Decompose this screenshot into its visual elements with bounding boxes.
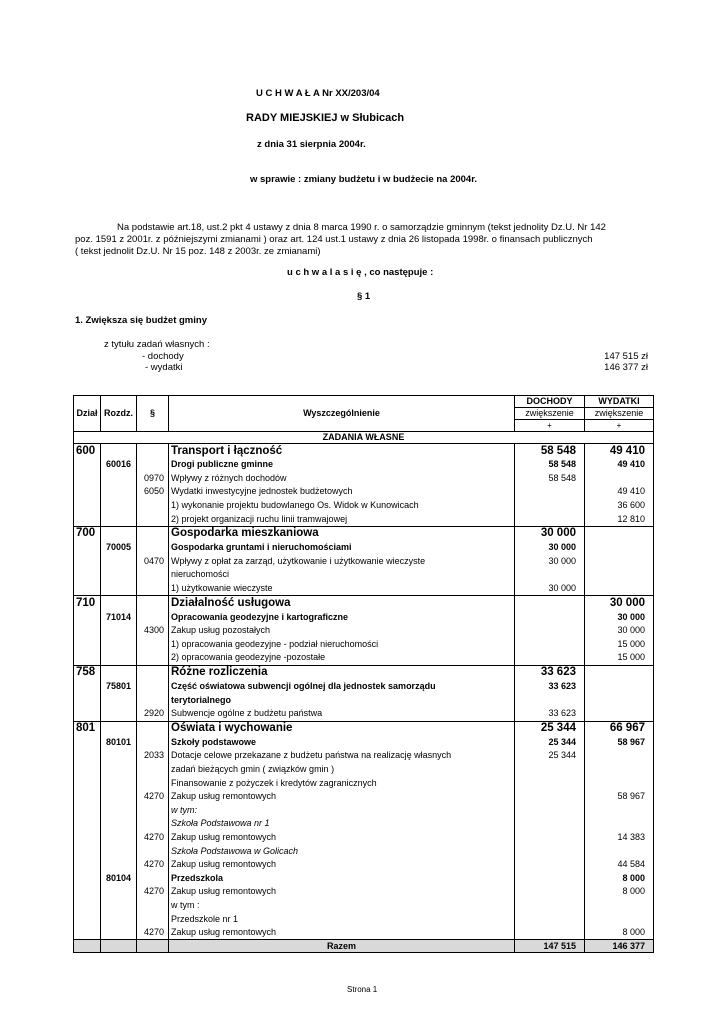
cell-dochody [515, 899, 585, 913]
cell-paragraph: 4270 [137, 831, 169, 845]
cell-paragraph [137, 721, 169, 736]
cell-dzial [74, 899, 101, 913]
table-row [74, 444, 654, 459]
col-header-paragraph: § [137, 396, 169, 432]
cell-rozdz [101, 858, 137, 872]
cell-wydatki: 58 967 [585, 736, 654, 750]
cell-dochody: 58 548 [515, 472, 585, 486]
cell-rozdz [101, 790, 137, 804]
cell-paragraph [137, 499, 169, 513]
cell-dochody [515, 651, 585, 665]
cell-dochody [515, 831, 585, 845]
cell-dzial [74, 858, 101, 872]
cell-paragraph: 6050 [137, 485, 169, 499]
cell-rozdz [101, 568, 137, 582]
cell-dochody [515, 885, 585, 899]
col-header-dochody: DOCHODY [515, 396, 585, 408]
col-header-rozdz: Rozdz. [101, 396, 137, 432]
point-1: 1. Zwiększa się budżet gminy [75, 315, 207, 326]
cell-dochody [515, 610, 585, 624]
cell-dzial [74, 624, 101, 638]
paragraph-mark: § 1 [357, 291, 371, 302]
cell-dochody [515, 858, 585, 872]
cell-wydatki: 8 000 [585, 926, 654, 940]
table-row [74, 665, 654, 680]
cell-dochody: 33 623 [515, 665, 585, 680]
cell-description: 2) opracowania geodezyjne -pozostałe [169, 651, 515, 665]
cell-wydatki: 49 410 [585, 444, 654, 459]
cell-dochody: 33 623 [515, 680, 585, 694]
cell-description: w tym : [169, 899, 515, 913]
cell-dochody: 58 548 [515, 444, 585, 459]
preamble-line-1: Na podstawie art.18, ust.2 pkt 4 ustawy z dnia 8 marca 1990 r. o samorządzie gminnym (tekst jednolity Dz.U. Nr 142 [117, 222, 606, 233]
cell-wydatki: 14 383 [585, 831, 654, 845]
preamble-line-2: poz. 1591 z 2001r. z późniejszymi zmianami ) oraz art. 124 ust.1 ustawy z dnia 26 listopada 1998r. o finansach publicznych [75, 234, 593, 245]
cell-wydatki [585, 526, 654, 541]
table-row [74, 817, 654, 831]
cell-paragraph [137, 871, 169, 885]
cell-dochody [515, 624, 585, 638]
cell-dochody [515, 763, 585, 777]
cell-dzial [74, 707, 101, 721]
summary-expense-value: 146 377 zł [604, 362, 648, 373]
cell-paragraph [137, 444, 169, 459]
cell-dochody [515, 790, 585, 804]
cell-description: Gospodarka mieszkaniowa [169, 526, 515, 541]
cell-rozdz [101, 596, 137, 611]
table-row [74, 568, 654, 582]
section-heading: ZADANIA WŁASNE [74, 432, 654, 444]
table-row [74, 763, 654, 777]
cell-dzial: 710 [74, 596, 101, 611]
cell-dzial [74, 926, 101, 940]
cell-rozdz [101, 912, 137, 926]
cell-rozdz [101, 763, 137, 777]
cell-dzial: 700 [74, 526, 101, 541]
cell-wydatki [585, 680, 654, 694]
cell-paragraph: 2033 [137, 749, 169, 763]
total-row [74, 940, 654, 953]
cell-dochody: 30 000 [515, 555, 585, 569]
cell-description: zadań bieżących gmin ( związków gmin ) [169, 763, 515, 777]
cell-rozdz: 71014 [101, 610, 137, 624]
cell-wydatki [585, 817, 654, 831]
cell-dzial [74, 803, 101, 817]
cell-description: 1) wykonanie projektu budowlanego Os. Widok w Kunowicach [169, 499, 515, 513]
cell-dzial [74, 693, 101, 707]
total-wydatki: 146 377 [585, 940, 654, 953]
cell-rozdz: 80101 [101, 736, 137, 750]
cell-rozdz [101, 444, 137, 459]
cell-dzial [74, 485, 101, 499]
cell-paragraph [137, 651, 169, 665]
cell-wydatki: 8 000 [585, 871, 654, 885]
table-row [74, 871, 654, 885]
cell-dochody [515, 844, 585, 858]
total-label: Razem [169, 940, 515, 953]
cell-description: Zakup usług pozostałych [169, 624, 515, 638]
col-plus-dochody: + [515, 420, 585, 432]
table-row [74, 680, 654, 694]
cell-description: Zakup usług remontowych [169, 885, 515, 899]
cell-dzial [74, 776, 101, 790]
cell-wydatki [585, 844, 654, 858]
cell-dochody [515, 638, 585, 652]
cell-wydatki: 15 000 [585, 651, 654, 665]
cell-dochody [515, 817, 585, 831]
cell-dochody [515, 568, 585, 582]
table-row [74, 844, 654, 858]
budget-table [73, 395, 654, 953]
cell-paragraph [137, 817, 169, 831]
table-row [74, 541, 654, 555]
summary-expense-label: - wydatki [145, 362, 183, 373]
cell-dzial [74, 651, 101, 665]
cell-wydatki: 12 810 [585, 512, 654, 526]
cell-rozdz [101, 803, 137, 817]
cell-paragraph: 4270 [137, 885, 169, 899]
cell-paragraph: 4270 [137, 858, 169, 872]
cell-rozdz [101, 472, 137, 486]
cell-dzial [74, 680, 101, 694]
cell-wydatki [585, 693, 654, 707]
cell-dochody [515, 776, 585, 790]
cell-dochody: 25 344 [515, 736, 585, 750]
col-header-wydatki: WYDATKI [585, 396, 654, 408]
col-subheader-wydatki: zwiększenie [585, 408, 654, 420]
table-row [74, 624, 654, 638]
cell-wydatki [585, 472, 654, 486]
table-row [74, 485, 654, 499]
cell-rozdz [101, 693, 137, 707]
cell-dzial [74, 555, 101, 569]
cell-dzial [74, 582, 101, 596]
cell-dzial [74, 568, 101, 582]
cell-description: Oświata i wychowanie [169, 721, 515, 736]
table-row [74, 472, 654, 486]
cell-paragraph [137, 763, 169, 777]
cell-rozdz: 60016 [101, 458, 137, 472]
cell-dzial [74, 512, 101, 526]
cell-dzial [74, 844, 101, 858]
cell-description: Różne rozliczenia [169, 665, 515, 680]
cell-wydatki [585, 749, 654, 763]
cell-paragraph [137, 541, 169, 555]
cell-dzial [74, 638, 101, 652]
table-row [74, 651, 654, 665]
cell-paragraph [137, 568, 169, 582]
resolves-heading: u c h w a l a s i ę , co następuje : [287, 267, 434, 278]
cell-rozdz [101, 555, 137, 569]
cell-dzial [74, 610, 101, 624]
resolution-subject: w sprawie : zmiany budżetu i w budżecie na 2004r. [250, 174, 478, 185]
table-row [74, 638, 654, 652]
cell-dochody [515, 596, 585, 611]
cell-description: Działalność usługowa [169, 596, 515, 611]
cell-dochody [515, 512, 585, 526]
cell-paragraph [137, 526, 169, 541]
cell-paragraph [137, 596, 169, 611]
table-row [74, 803, 654, 817]
cell-paragraph [137, 776, 169, 790]
cell-description: Subwencje ogólne z budżetu państwa [169, 707, 515, 721]
table-row [74, 721, 654, 736]
cell-description: terytorialnego [169, 693, 515, 707]
cell-dzial [74, 871, 101, 885]
cell-wydatki [585, 665, 654, 680]
cell-wydatki: 58 967 [585, 790, 654, 804]
col-header-description: Wyszczególnienie [169, 396, 515, 432]
cell-wydatki: 49 410 [585, 485, 654, 499]
council-name: RADY MIEJSKIEJ w Słubicach [246, 112, 405, 124]
cell-dzial [74, 912, 101, 926]
cell-description: Opracowania geodezyjne i kartograficzne [169, 610, 515, 624]
cell-dzial [74, 736, 101, 750]
table-row [74, 831, 654, 845]
table-row [74, 749, 654, 763]
cell-description: Przedszkola [169, 871, 515, 885]
resolution-title: U C H W A Ł A Nr XX/203/04 [256, 88, 380, 99]
cell-dzial [74, 763, 101, 777]
cell-dochody [515, 693, 585, 707]
cell-dzial: 600 [74, 444, 101, 459]
cell-rozdz [101, 499, 137, 513]
cell-dzial [74, 885, 101, 899]
table-row [74, 776, 654, 790]
cell-paragraph: 4270 [137, 926, 169, 940]
cell-dzial [74, 472, 101, 486]
col-subheader-dochody: zwiększenie [515, 408, 585, 420]
cell-paragraph [137, 803, 169, 817]
cell-description: Szkoła Podstawowa w Golicach [169, 844, 515, 858]
cell-wydatki [585, 541, 654, 555]
cell-paragraph [137, 458, 169, 472]
table-row [74, 582, 654, 596]
cell-paragraph [137, 638, 169, 652]
cell-dochody [515, 871, 585, 885]
cell-wydatki: 66 967 [585, 721, 654, 736]
cell-dzial [74, 831, 101, 845]
cell-description: Dotacje celowe przekazane z budżetu państwa na realizację własnych [169, 749, 515, 763]
cell-description: 2) projekt organizacji ruchu linii tramwajowej [169, 512, 515, 526]
cell-wydatki [585, 763, 654, 777]
cell-rozdz [101, 926, 137, 940]
cell-wydatki [585, 776, 654, 790]
col-header-dzial: Dział [74, 396, 101, 432]
cell-dochody: 33 623 [515, 707, 585, 721]
cell-dochody: 30 000 [515, 526, 585, 541]
table-row [74, 926, 654, 940]
cell-dochody [515, 926, 585, 940]
cell-rozdz [101, 721, 137, 736]
page-footer: Strona 1 [347, 985, 378, 994]
cell-description: Gospodarka gruntami i nieruchomościami [169, 541, 515, 555]
cell-paragraph: 4270 [137, 790, 169, 804]
table-row [74, 596, 654, 611]
cell-rozdz [101, 844, 137, 858]
total-dochody: 147 515 [515, 940, 585, 953]
cell-rozdz [101, 485, 137, 499]
cell-dochody [515, 912, 585, 926]
cell-wydatki [585, 899, 654, 913]
cell-wydatki [585, 707, 654, 721]
cell-wydatki: 44 584 [585, 858, 654, 872]
cell-rozdz [101, 707, 137, 721]
cell-description: Część oświatowa subwencji ogólnej dla jednostek samorządu [169, 680, 515, 694]
cell-paragraph [137, 665, 169, 680]
total-empty [74, 940, 101, 953]
cell-wydatki: 30 000 [585, 610, 654, 624]
table-row [74, 499, 654, 513]
cell-dochody: 30 000 [515, 541, 585, 555]
cell-dochody: 25 344 [515, 749, 585, 763]
total-empty [101, 940, 137, 953]
cell-description: Finansowanie z pożyczek i kredytów zagranicznych [169, 776, 515, 790]
cell-description: Wpływy z opłat za zarząd, użytkowanie i użytkowanie wieczyste [169, 555, 515, 569]
cell-dochody: 25 344 [515, 721, 585, 736]
table-row [74, 458, 654, 472]
table-row [74, 707, 654, 721]
cell-dochody [515, 485, 585, 499]
table-row [74, 790, 654, 804]
summary-income-label: - dochody [142, 351, 184, 362]
cell-rozdz: 75801 [101, 680, 137, 694]
summary-income-value: 147 515 zł [604, 351, 648, 362]
cell-rozdz [101, 749, 137, 763]
cell-description: Zakup usług remontowych [169, 858, 515, 872]
cell-dochody: 30 000 [515, 582, 585, 596]
cell-dzial [74, 790, 101, 804]
cell-rozdz: 70005 [101, 541, 137, 555]
cell-rozdz: 80104 [101, 871, 137, 885]
table-row [74, 512, 654, 526]
cell-description: Szkoły podstawowe [169, 736, 515, 750]
cell-paragraph: 0470 [137, 555, 169, 569]
cell-rozdz [101, 776, 137, 790]
table-row [74, 736, 654, 750]
cell-dzial: 758 [74, 665, 101, 680]
summary-intro: z tytułu zadań własnych : [104, 339, 210, 350]
cell-dzial: 801 [74, 721, 101, 736]
table-row [74, 526, 654, 541]
cell-paragraph [137, 693, 169, 707]
cell-dzial [74, 499, 101, 513]
cell-dochody [515, 499, 585, 513]
cell-paragraph [137, 844, 169, 858]
cell-paragraph [137, 912, 169, 926]
cell-paragraph [137, 512, 169, 526]
cell-description: Przedszkole nr 1 [169, 912, 515, 926]
cell-description: Zakup usług remontowych [169, 790, 515, 804]
cell-description: 1) opracowania geodezyjne - podział nieruchomości [169, 638, 515, 652]
cell-wydatki [585, 582, 654, 596]
cell-rozdz [101, 638, 137, 652]
cell-rozdz [101, 885, 137, 899]
cell-dzial [74, 749, 101, 763]
cell-wydatki: 30 000 [585, 596, 654, 611]
cell-description: Drogi publiczne gminne [169, 458, 515, 472]
cell-dochody: 58 548 [515, 458, 585, 472]
cell-description: 1) użytkowanie wieczyste [169, 582, 515, 596]
cell-wydatki [585, 912, 654, 926]
cell-paragraph: 4300 [137, 624, 169, 638]
cell-description: Szkoła Podstawowa nr 1 [169, 817, 515, 831]
cell-rozdz [101, 665, 137, 680]
cell-dzial [74, 541, 101, 555]
cell-paragraph [137, 736, 169, 750]
cell-dzial [74, 458, 101, 472]
table-row [74, 899, 654, 913]
cell-rozdz [101, 582, 137, 596]
cell-description: Wydatki inwestycyjne jednostek budżetowych [169, 485, 515, 499]
cell-rozdz [101, 899, 137, 913]
resolution-date: z dnia 31 sierpnia 2004r. [257, 139, 366, 150]
cell-wydatki [585, 568, 654, 582]
cell-dochody [515, 803, 585, 817]
cell-paragraph: 0970 [137, 472, 169, 486]
cell-rozdz [101, 831, 137, 845]
table-row [74, 858, 654, 872]
cell-description: Transport i łączność [169, 444, 515, 459]
cell-description: Zakup usług remontowych [169, 831, 515, 845]
col-plus-wydatki: + [585, 420, 654, 432]
cell-wydatki [585, 555, 654, 569]
table-row [74, 912, 654, 926]
cell-rozdz [101, 512, 137, 526]
cell-wydatki [585, 803, 654, 817]
cell-wydatki: 36 600 [585, 499, 654, 513]
cell-dzial [74, 817, 101, 831]
cell-rozdz [101, 651, 137, 665]
cell-rozdz [101, 526, 137, 541]
cell-paragraph [137, 899, 169, 913]
total-empty [137, 940, 169, 953]
cell-description: Wpływy z różnych dochodów [169, 472, 515, 486]
preamble-line-3: ( tekst jednolit Dz.U. Nr 15 poz. 148 z 2003r. ze zmianami) [75, 246, 321, 257]
table-row [74, 610, 654, 624]
cell-wydatki: 8 000 [585, 885, 654, 899]
cell-wydatki: 30 000 [585, 624, 654, 638]
cell-rozdz [101, 624, 137, 638]
cell-description: nieruchomości [169, 568, 515, 582]
table-row [74, 693, 654, 707]
table-row [74, 555, 654, 569]
cell-wydatki: 49 410 [585, 458, 654, 472]
cell-paragraph: 2920 [137, 707, 169, 721]
cell-description: Zakup usług remontowych [169, 926, 515, 940]
cell-wydatki: 15 000 [585, 638, 654, 652]
cell-paragraph [137, 680, 169, 694]
table-row [74, 885, 654, 899]
cell-rozdz [101, 817, 137, 831]
cell-paragraph [137, 610, 169, 624]
cell-paragraph [137, 582, 169, 596]
cell-description: w tym: [169, 803, 515, 817]
